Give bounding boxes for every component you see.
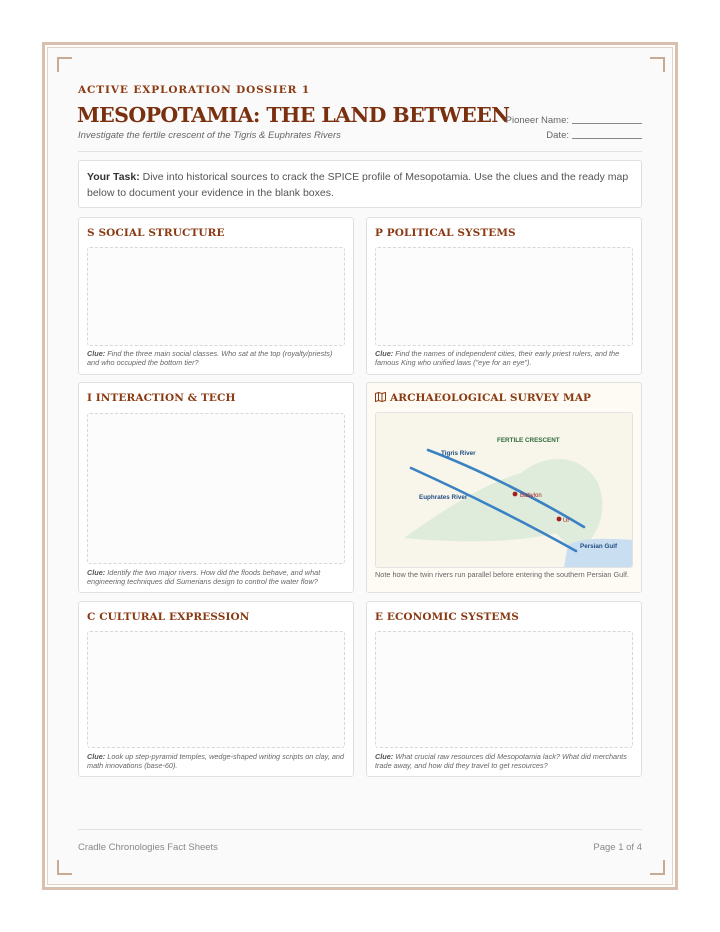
babylon-label: Babylon xyxy=(520,493,542,499)
economic-systems-title: E ECONOMIC SYSTEMS xyxy=(375,611,519,623)
footer-series: Cradle Chronologies Fact Sheets xyxy=(78,842,218,853)
clue-text: Identify the two major rivers. How did the floods behave, and what engineering techniques did Sumerians design to control the water flow? xyxy=(87,568,321,586)
survey-map-graphic xyxy=(376,413,633,567)
clue-label: Clue: xyxy=(87,349,106,358)
political-systems-title: P POLITICAL SYSTEMS xyxy=(375,227,516,239)
header-divider xyxy=(78,151,642,152)
clue-text: What crucial raw resources did Mesopotamia lack? What did merchants trade away, and how did they travel to get resources? xyxy=(375,752,627,770)
task-label: Your Task: xyxy=(87,171,140,183)
corner-ornament xyxy=(650,860,665,875)
political-systems-answer-box[interactable] xyxy=(375,247,633,346)
social-structure-clue xyxy=(87,349,345,367)
page-subtitle: Investigate the fertile crescent of the Tigris & Euphrates Rivers xyxy=(78,130,341,141)
corner-ornament xyxy=(57,860,72,875)
footer-divider xyxy=(78,829,642,830)
map-note: Note how the twin rivers run parallel before entering the southern Persian Gulf. xyxy=(375,570,629,579)
interaction-tech-clue xyxy=(87,568,345,586)
page-number: Page 1 of 4 xyxy=(593,842,642,853)
survey-map-title: ARCHAEOLOGICAL SURVEY MAP xyxy=(390,392,591,404)
corner-ornament xyxy=(57,57,72,72)
date-field[interactable] xyxy=(546,130,642,141)
clue-label: Clue: xyxy=(87,752,106,761)
survey-map-title-row xyxy=(375,392,591,404)
cultural-expression-card xyxy=(78,601,354,777)
date-label: Date: xyxy=(546,130,569,141)
economic-systems-answer-box[interactable] xyxy=(375,631,633,748)
pioneer-name-label: Pioneer Name: xyxy=(505,115,569,126)
babylon-marker xyxy=(513,492,518,497)
social-structure-card xyxy=(78,217,354,375)
cultural-expression-title: C CULTURAL EXPRESSION xyxy=(87,611,250,623)
page-title: MESOPOTAMIA: THE LAND BETWEEN xyxy=(77,103,510,127)
tigris-label: Tigris River xyxy=(441,450,476,457)
pioneer-name-line[interactable] xyxy=(572,123,642,124)
corner-ornament xyxy=(650,57,665,72)
interaction-tech-title: I INTERACTION & TECH xyxy=(87,392,236,404)
social-structure-answer-box[interactable] xyxy=(87,247,345,346)
ur-marker xyxy=(557,517,562,522)
clue-label: Clue: xyxy=(375,752,394,761)
dossier-kicker: ACTIVE EXPLORATION DOSSIER 1 xyxy=(78,84,311,96)
clue-label: Clue: xyxy=(87,568,106,577)
clue-text: Find the three main social classes. Who sat at the top (royalty/priests) and who occupied the bottom tier? xyxy=(87,349,333,367)
date-line[interactable] xyxy=(572,138,642,139)
cultural-expression-answer-box[interactable] xyxy=(87,631,345,748)
ur-label: Ur xyxy=(563,518,570,524)
fertile-crescent-label: FERTILE CRESCENT xyxy=(497,437,560,444)
economic-systems-card xyxy=(366,601,642,777)
map-icon xyxy=(375,392,386,402)
fertile-crescent-region xyxy=(404,459,602,553)
pioneer-name-field[interactable] xyxy=(506,115,642,126)
political-systems-card xyxy=(366,217,642,375)
economic-systems-clue xyxy=(375,752,633,770)
clue-label: Clue: xyxy=(375,349,394,358)
task-box xyxy=(78,160,642,208)
interaction-tech-answer-box[interactable] xyxy=(87,413,345,564)
clue-text: Look up step-pyramid temples, wedge-shaped writing scripts on clay, and math innovations (base-60). xyxy=(87,752,345,770)
persian-gulf-label: Persian Gulf xyxy=(580,543,618,550)
task-text: Dive into historical sources to crack the SPICE profile of Mesopotamia. Use the clues and the ready map below to document your evidence in the blank boxes. xyxy=(87,171,629,199)
social-structure-title: S SOCIAL STRUCTURE xyxy=(87,227,225,239)
cultural-expression-clue xyxy=(87,752,345,770)
survey-map xyxy=(375,412,633,568)
political-systems-clue xyxy=(375,349,633,367)
survey-map-card xyxy=(366,382,642,593)
euphrates-label: Euphrates River xyxy=(419,494,468,501)
clue-text: Find the names of independent cities, their early priest rulers, and the famous King who unified laws ("eye for an eye"). xyxy=(375,349,620,367)
interaction-tech-card xyxy=(78,382,354,593)
